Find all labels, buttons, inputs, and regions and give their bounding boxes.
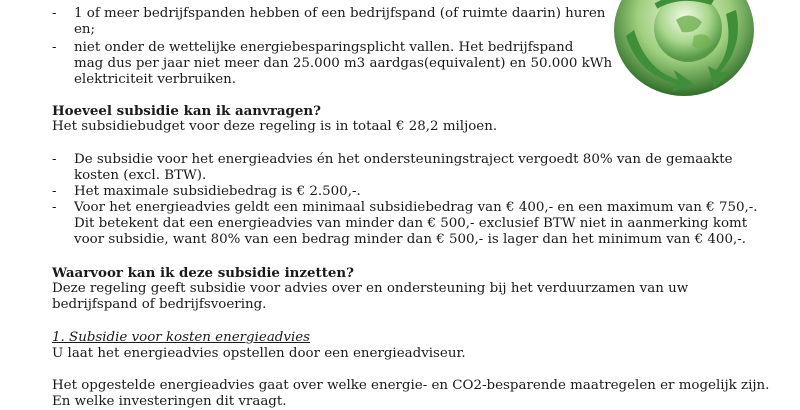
list-item-text: [74, 40, 614, 89]
text-line: voor subsidie, want 80% van een bedrag minder dan € 500,- is lager dan het minimum van € 400,-.: [74, 232, 747, 248]
list-item-text: [74, 152, 774, 184]
paragraph-closing: [52, 378, 772, 410]
paragraph-costs: U laat het energieadvies opstellen door een energieadviseur.: [52, 346, 466, 361]
list-item-text: [74, 200, 774, 249]
text-line: Deze regeling geeft subsidie voor advies over en ondersteuning bij het verduurzamen van uw: [52, 281, 689, 296]
text-line: Het maximale subsidiebedrag is € 2.500,-.: [74, 184, 361, 199]
text-line: kosten (excl. BTW).: [74, 168, 207, 184]
text-line: De subsidie voor het energieadvies én het ondersteuningstraject vergoedt 80% van de gemaakte: [74, 152, 733, 167]
text-line: En welke investeringen dit vraagt.: [52, 394, 287, 410]
text-line: Het opgestelde energieadvies gaat over welke energie- en CO2-besparende maatregelen er mogelijk zijn.: [52, 378, 770, 393]
text-line: Voor het energieadvies geldt een minimaal subsidiebedrag van € 400,- en een maximum van € 750,-.: [74, 200, 758, 215]
list-item-text: [74, 6, 614, 38]
text-line: elektriciteit verbruiken.: [74, 72, 237, 88]
text-line: bedrijfspand of bedrijfsvoering.: [52, 297, 267, 313]
text-line: 1 of meer bedrijfspanden hebben of een bedrijfspand (of ruimte daarin) huren: [74, 6, 606, 21]
section-heading-use: Waarvoor kan ik deze subsidie inzetten?: [52, 265, 355, 281]
text-line: Dit betekent dat een energieadvies van minder dan € 500,- exclusief BTW niet in aanmerking komt: [74, 216, 748, 232]
bullet-dash: -: [52, 6, 57, 21]
paragraph-budget: Het subsidiebudget voor deze regeling is in totaal € 28,2 miljoen.: [52, 119, 498, 134]
text-line: en;: [74, 22, 96, 38]
subsection-heading-costs: 1. Subsidie voor kosten energieadvies: [52, 330, 311, 345]
text-line: mag dus per jaar niet meer dan 25.000 m3 aardgas(equivalent) en 50.000 kWh: [74, 56, 613, 72]
list-item-text: [74, 184, 774, 200]
bullet-dash: -: [52, 184, 57, 199]
paragraph-use: [52, 281, 772, 313]
bullet-dash: -: [52, 200, 57, 215]
text-line: niet onder de wettelijke energiebesparingsplicht vallen. Het bedrijfspand: [74, 40, 574, 55]
eco-globe-image: [616, 0, 752, 92]
recycle-globe-icon: [616, 0, 752, 92]
bullet-dash: -: [52, 152, 57, 167]
section-heading-amount: Hoeveel subsidie kan ik aanvragen?: [52, 103, 322, 119]
bullet-dash: -: [52, 40, 57, 55]
